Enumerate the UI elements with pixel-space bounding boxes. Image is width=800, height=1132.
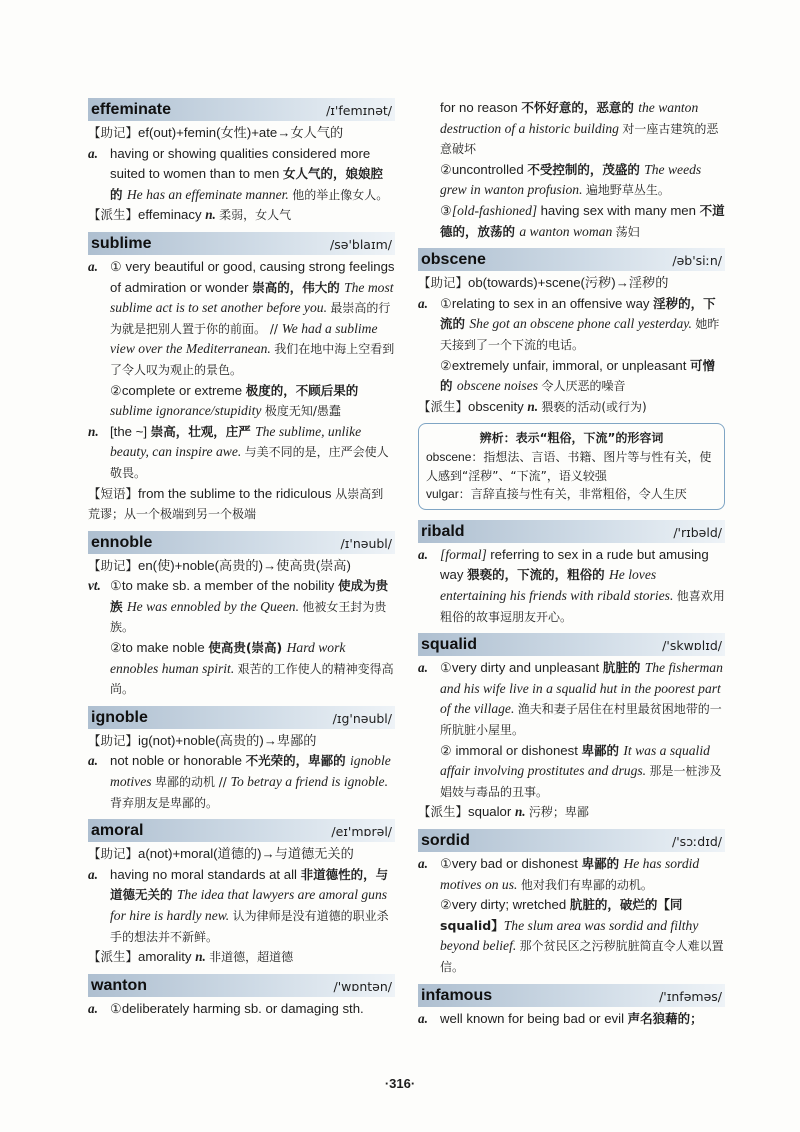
- part-of-speech: a.: [418, 660, 428, 676]
- headword: amoral: [91, 822, 144, 840]
- example-translation: 令人厌恶的噪音: [541, 379, 626, 394]
- headword-bar: [88, 819, 395, 842]
- example-sentence: She got an obscene phone call yesterday.: [469, 316, 696, 332]
- note-text: effeminacy: [138, 207, 206, 223]
- note-chinese: 柔弱，女人气: [219, 208, 292, 223]
- entry-note: [88, 123, 395, 144]
- chinese-meaning: 不受控制的，茂盛的: [527, 161, 645, 177]
- sense: [88, 381, 395, 422]
- sense: [88, 999, 395, 1020]
- headword-bar: [88, 531, 395, 554]
- example-translation: 背弃朋友是卑鄙的。: [110, 795, 219, 810]
- chinese-meaning: 非道德性的，与道德无关的: [110, 866, 389, 903]
- chinese-meaning: 女人气的，娘娘腔的: [110, 166, 384, 202]
- example-sentence: It was a squalid affair involving prostitutes and drugs.: [440, 742, 710, 779]
- note-text: squalor: [468, 804, 515, 820]
- usage-note-text: 指想法、言语、书籍、图片等与性有关，使人感到“淫秽”、“下流”，语义较强: [426, 450, 712, 483]
- usage-note-line: [426, 485, 717, 504]
- dictionary-entry: [88, 706, 395, 813]
- headword-bar: [88, 974, 395, 997]
- headword-bar: [88, 98, 395, 121]
- chinese-meaning: 使高贵(崇高): [208, 640, 287, 656]
- headword: effeminate: [91, 101, 172, 118]
- definition: well known for being bad or evil: [440, 1010, 628, 1026]
- note-chinese: 污秽；卑鄙: [528, 805, 589, 820]
- part-of-speech: a.: [418, 855, 428, 871]
- dictionary-entry: [88, 98, 395, 226]
- example-translation: 认为律师是没有道德的职业杀手的想法并不新鲜。: [110, 909, 389, 944]
- example-sentence: sublime ignorance/stupidity: [110, 403, 265, 419]
- headword-bar: [88, 232, 395, 255]
- sense: [88, 144, 395, 206]
- sense: [88, 422, 395, 484]
- right-column: [418, 98, 725, 1035]
- note-text: ef(out)+femin(女性)+ate→女人气的: [138, 125, 344, 140]
- entry-note: [418, 397, 725, 418]
- definition: ①very bad or dishonest: [440, 855, 582, 871]
- dictionary-entry: [418, 633, 725, 823]
- example-sentence: The fisherman and his wife live in a squalid hut in the poorest part of the village.: [440, 660, 723, 717]
- sense: [418, 98, 725, 160]
- usage-label: [formal]: [440, 546, 491, 562]
- example-translation: 他被女王封为贵族。: [110, 599, 387, 635]
- chinese-meaning: 肮脏的: [602, 660, 645, 676]
- chinese-meaning: 不道德的，放荡的: [440, 202, 725, 239]
- example-translation: 极度无知/愚蠢: [264, 404, 341, 419]
- example-translation: 他对我们有卑鄙的动机。: [520, 877, 653, 892]
- part-of-speech: a.: [418, 546, 428, 562]
- part-of-speech: n.: [527, 398, 542, 414]
- headword: infamous: [421, 986, 493, 1004]
- example-translation: 我们在地中海上空看到了令人叹为观止的景色。: [110, 342, 395, 377]
- dictionary-entry: [418, 248, 725, 417]
- headword-bar: [418, 984, 725, 1007]
- headword: ennoble: [91, 533, 153, 551]
- part-of-speech: a.: [418, 295, 428, 311]
- example-sentence: ignoble motives: [110, 753, 391, 790]
- usage-note-text: 言辞直接与性有关，非常粗俗，令人生厌: [470, 487, 687, 502]
- sense: [418, 741, 725, 803]
- note-tag: 【助记】: [88, 732, 139, 748]
- pronunciation: /'skwɒlɪd/: [662, 638, 722, 654]
- sense: [88, 751, 395, 813]
- note-text: ob(towards)+scene(污秽)→淫秽的: [468, 275, 669, 291]
- usage-note-word: vulgar：: [426, 487, 471, 502]
- pronunciation: /ɪg'nəubl/: [332, 710, 392, 726]
- pronunciation: /ɪ'nəubl/: [340, 535, 392, 551]
- example-translation: 她昨天接到了一个下流的电话。: [440, 317, 720, 352]
- sense: [418, 160, 725, 201]
- chinese-meaning: 卑鄙的: [581, 855, 624, 871]
- definition: for no reason: [440, 100, 522, 115]
- sense: [88, 576, 395, 638]
- example-translation: 卑鄙的动机 //: [154, 775, 231, 790]
- example-translation: 荡妇: [615, 224, 640, 239]
- headword: sublime: [91, 234, 152, 252]
- entry-note: [88, 556, 395, 577]
- chinese-meaning: 极度的，不顾后果的: [245, 382, 359, 398]
- example-sentence: the wanton destruction of a historic building: [440, 100, 699, 136]
- entry-note: [418, 802, 725, 823]
- example-translation: 那个贫民区之污秽肮脏简直令人难以置信。: [440, 939, 724, 974]
- definition: ②uncontrolled: [440, 161, 528, 177]
- usage-note-title: 辨析：表示“粗俗，下流”的形容词: [479, 431, 664, 446]
- dictionary-entry: [418, 520, 725, 627]
- note-tag: 【助记】: [88, 125, 139, 140]
- note-text: a(not)+moral(道德的)→与道德无关的: [138, 846, 354, 862]
- definition: ②to make noble: [110, 640, 209, 656]
- left-column: [88, 98, 395, 1025]
- example-sentence: a wanton woman: [519, 223, 616, 239]
- note-tag: 【派生】: [88, 949, 139, 965]
- note-chinese: 猥亵的活动(或行为): [541, 399, 647, 414]
- chinese-meaning: 声名狼藉的；: [627, 1010, 703, 1026]
- note-text: amorality: [138, 949, 196, 965]
- example-sentence: We had a sublime view over the Mediterranean.: [110, 320, 378, 357]
- example-translation: 遍地野草丛生。: [585, 183, 670, 198]
- headword-bar: [418, 248, 725, 271]
- chinese-meaning: 肮脏的，破烂的【同 squalid】: [440, 897, 683, 933]
- chinese-meaning: 使成为贵族: [110, 578, 389, 614]
- chinese-meaning: 不光荣的，卑鄙的: [245, 753, 351, 769]
- example-translation: 他喜欢用粗俗的故事逗朋友开心。: [440, 589, 725, 624]
- example-sentence: Hard work ennobles human spirit.: [110, 640, 346, 676]
- definition: ②very dirty; wretched: [440, 897, 570, 913]
- dictionary-entry: [418, 98, 725, 242]
- definition: not noble or honorable: [110, 753, 246, 769]
- sense: [88, 865, 395, 947]
- note-tag: 【助记】: [88, 557, 139, 573]
- part-of-speech: a.: [88, 145, 98, 161]
- example-sentence: He has an effeminate manner.: [126, 186, 293, 202]
- sense: [418, 201, 725, 242]
- pronunciation: /ɪ'femɪnət/: [326, 103, 392, 118]
- part-of-speech: n.: [88, 423, 99, 439]
- example-translation: 最崇高的行为就是把别人置于你的前面。 //: [110, 301, 391, 336]
- pronunciation: /sə'blaɪm/: [330, 236, 392, 252]
- example-translation: 渔夫和妻子居住在村里最贫困地带的一所肮脏小屋里。: [440, 702, 722, 737]
- chinese-meaning: 猥亵的，下流的，粗俗的: [467, 567, 609, 583]
- usage-note-line: [426, 448, 717, 485]
- entry-note: [88, 844, 395, 865]
- pronunciation: /əb'siːn/: [672, 253, 722, 269]
- example-sentence: He was ennobled by the Queen.: [126, 598, 303, 614]
- example-translation: 对一座古建筑的恶意破坏: [440, 121, 719, 157]
- pronunciation: /'wɒntən/: [333, 978, 392, 994]
- definition: ②complete or extreme: [110, 382, 246, 398]
- definition: referring to sex in a rude but amusing way: [440, 546, 709, 583]
- example-translation: 与美不同的是，庄严会使人敬畏。: [110, 445, 389, 480]
- pronunciation: /'sɔːdɪd/: [672, 833, 722, 849]
- dictionary-entry: [88, 974, 395, 1020]
- part-of-speech: n.: [195, 949, 210, 965]
- dictionary-entry: [88, 531, 395, 700]
- part-of-speech: a.: [88, 753, 98, 769]
- example-sentence: The weeds grew in wanton profusion.: [440, 161, 702, 198]
- note-text: from the sublime to the ridiculous: [138, 485, 336, 501]
- page-number: ·316·: [384, 1076, 416, 1091]
- part-of-speech: a.: [88, 866, 98, 882]
- definition: [the ~]: [110, 423, 151, 439]
- example-translation: 他的举止像女人。: [292, 187, 389, 202]
- headword: wanton: [91, 976, 147, 994]
- headword: squalid: [421, 636, 478, 654]
- entry-note: [88, 731, 395, 752]
- example-sentence: The sublime, unlike beauty, can inspire awe.: [110, 423, 362, 460]
- chinese-meaning: 崇高，壮观，庄严: [150, 423, 256, 439]
- part-of-speech: n.: [514, 804, 529, 820]
- note-tag: 【短语】: [88, 485, 139, 501]
- note-tag: 【助记】: [88, 846, 139, 862]
- dictionary-entry: [88, 819, 395, 968]
- sense: [418, 294, 725, 356]
- definition: ① very beautiful or good, causing strong feelings of admiration or wonder: [110, 258, 395, 295]
- definition: having no moral standards at all: [110, 866, 301, 882]
- example-sentence: To betray a friend is ignoble.: [230, 774, 388, 790]
- definition: having or showing qualities considered more suited to women than to men: [110, 145, 371, 182]
- note-tag: 【派生】: [418, 398, 469, 414]
- entry-note: [88, 947, 395, 968]
- example-sentence: He has sordid motives on us.: [440, 855, 700, 892]
- sense: [418, 895, 725, 977]
- definition: ①relating to sex in an offensive way: [440, 295, 654, 311]
- sense: [418, 658, 725, 740]
- headword: sordid: [421, 831, 470, 849]
- headword-bar: [418, 829, 725, 852]
- chinese-meaning: 淫秽的，下流的: [440, 295, 716, 332]
- usage-note-box: [418, 423, 725, 510]
- chinese-meaning: 卑鄙的: [581, 742, 624, 758]
- note-tag: 【助记】: [418, 275, 469, 291]
- note-text: obscenity: [468, 398, 528, 414]
- part-of-speech: vt.: [88, 578, 101, 594]
- note-tag: 【派生】: [88, 207, 139, 223]
- note-text: ig(not)+noble(高贵的)→卑鄙的: [138, 732, 317, 748]
- usage-label: [old-fashioned]: [451, 202, 541, 218]
- usage-note-word: obscene：: [426, 450, 484, 465]
- entry-note: [88, 205, 395, 226]
- example-sentence: The idea that lawyers are amoral guns for hire is hardly new.: [110, 887, 388, 923]
- example-sentence: obscene noises: [456, 378, 542, 394]
- part-of-speech: a.: [418, 1010, 428, 1026]
- headword: ribald: [421, 522, 465, 540]
- pronunciation: /eɪ'mɒrəl/: [331, 824, 392, 840]
- example-sentence: The slum area was sordid and filthy beyond belief.: [440, 917, 699, 954]
- dictionary-entry: [88, 232, 395, 525]
- chinese-meaning: 可憎的: [440, 357, 716, 394]
- headword-bar: [418, 520, 725, 543]
- note-chinese: 非道德，超道德: [209, 950, 294, 965]
- chinese-meaning: 崇高的，伟大的: [252, 279, 345, 295]
- headword-bar: [88, 706, 395, 729]
- headword: ignoble: [91, 708, 148, 726]
- dictionary-entry: [418, 984, 725, 1030]
- headword-bar: [418, 633, 725, 656]
- sense: [88, 638, 395, 700]
- note-chinese: 从崇高到荒谬；从一个极端到另一个极端: [88, 486, 384, 522]
- definition: ③: [440, 202, 452, 218]
- sense: [418, 545, 725, 627]
- sense: [418, 1009, 725, 1030]
- part-of-speech: n.: [205, 207, 220, 223]
- example-translation: 那是一桩涉及娼妓与毒品的丑事。: [440, 764, 722, 799]
- example-translation: 艰苦的工作使人的精神变得高尚。: [110, 661, 394, 697]
- definition: ②extremely unfair, immoral, or unpleasant: [440, 357, 691, 373]
- definition: having sex with many men: [540, 202, 700, 218]
- entry-note: [88, 484, 395, 525]
- pronunciation: /'ɪnfəməs/: [659, 988, 722, 1004]
- definition: ①to make sb. a member of the nobility: [110, 578, 339, 594]
- dictionary-entry: [418, 829, 725, 978]
- sense: [418, 356, 725, 397]
- example-sentence: He loves entertaining his friends with ribald stories.: [440, 567, 677, 603]
- part-of-speech: a.: [88, 1000, 98, 1016]
- example-sentence: The most sublime act is to set another before you.: [110, 279, 394, 316]
- note-text: en(使)+noble(高贵的)→使高贵(崇高): [138, 557, 351, 573]
- definition: ①very dirty and unpleasant: [440, 660, 603, 676]
- entry-note: [418, 273, 725, 294]
- sense: [418, 854, 725, 895]
- note-tag: 【派生】: [418, 804, 469, 820]
- definition: ② immoral or dishonest: [440, 742, 582, 758]
- sense: [88, 257, 395, 381]
- headword: obscene: [421, 251, 486, 269]
- part-of-speech: a.: [88, 258, 98, 274]
- definition: ①deliberately harming sb. or damaging sth.: [110, 1000, 364, 1016]
- pronunciation: /'rɪbəld/: [673, 524, 722, 540]
- chinese-meaning: 不怀好意的，恶意的: [521, 100, 639, 115]
